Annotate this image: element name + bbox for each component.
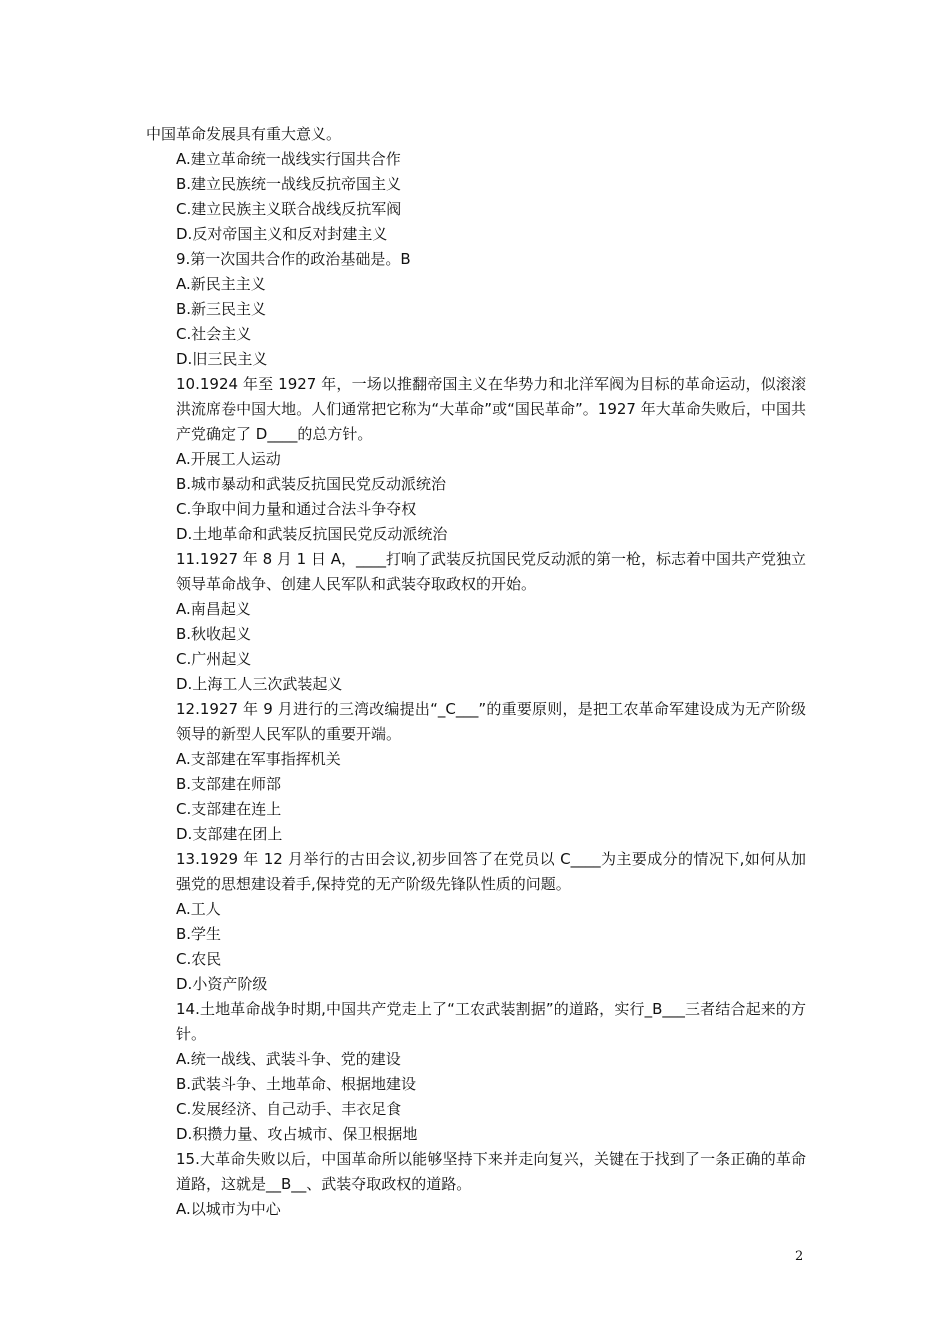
question-text: 15.大革命失败以后，中国革命所以能够坚持下来并走向复兴，关键在于找到了一条正确的革命道路，这就是__B__、武装夺取政权的道路。	[176, 1150, 806, 1193]
answer-option: C.社会主义	[176, 325, 252, 343]
answer-option: C.支部建在连上	[176, 800, 282, 818]
question-text: 12.1927 年 9 月进行的三湾改编提出“_C___”的重要原则，是把工农革命军建设成为无产阶级领导的新型人民军队的重要开端。	[176, 700, 806, 743]
answer-option: B.支部建在师部	[176, 775, 282, 793]
answer-option: A.新民主主义	[176, 275, 266, 293]
answer-option: C.发展经济、自己动手、丰衣足食	[176, 1100, 402, 1118]
page-number: 2	[795, 1249, 804, 1264]
answer-option: C.争取中间力量和通过合法斗争夺权	[176, 500, 417, 518]
answer-option: D.支部建在团上	[176, 825, 283, 843]
question-text: 14.土地革命战争时期,中国共产党走上了“工农武装割据”的道路，实行_B___三者结合起来的方针。	[176, 1000, 806, 1043]
question-text: 13.1929 年 12 月举行的古田会议,初步回答了在党员以 C____为主要成分的情况下,如何从加强党的思想建设着手,保持党的无产阶级先锋队性质的问题。	[176, 850, 806, 893]
answer-option: A.支部建在军事指挥机关	[176, 750, 341, 768]
answer-option: D.旧三民主义	[176, 350, 268, 368]
question-text: 11.1927 年 8 月 1 日 A，____打响了武装反抗国民党反动派的第一枪，标志着中国共产党独立领导革命战争、创建人民军队和武装夺取政权的开始。	[176, 550, 806, 593]
answer-option: B.学生	[176, 925, 222, 943]
answer-option: D.反对帝国主义和反对封建主义	[176, 225, 388, 243]
answer-option: B.武装斗争、土地革命、根据地建设	[176, 1075, 417, 1093]
answer-option: D.土地革命和武装反抗国民党反动派统治	[176, 525, 448, 543]
answer-option: B.新三民主义	[176, 300, 267, 318]
question-text: 9.第一次国共合作的政治基础是。B	[176, 250, 411, 268]
answer-option: A.南昌起义	[176, 600, 251, 618]
answer-option: A.建立革命统一战线实行国共合作	[176, 150, 401, 168]
answer-option: D.小资产阶级	[176, 975, 268, 993]
answer-option: B.城市暴动和武装反抗国民党反动派统治	[176, 475, 447, 493]
answer-option: C.建立民族主义联合战线反抗军阀	[176, 200, 402, 218]
answer-option: C.广州起义	[176, 650, 252, 668]
answer-option: A.以城市为中心	[176, 1200, 281, 1218]
answer-option: C.农民	[176, 950, 222, 968]
answer-option: B.建立民族统一战线反抗帝国主义	[176, 175, 402, 193]
answer-option: B.秋收起义	[176, 625, 252, 643]
paragraph-text: 中国革命发展具有重大意义。	[146, 125, 342, 143]
answer-option: A.统一战线、武装斗争、党的建设	[176, 1050, 401, 1068]
question-text: 10.1924 年至 1927 年，一场以推翻帝国主义在华势力和北洋军阀为目标的革命运动，似滚滚洪流席卷中国大地。人们通常把它称为“大革命”或“国民革命”。1927 年大革命失败后，中国共产党确定了 D____的总方针。	[176, 375, 806, 443]
answer-option: A.开展工人运动	[176, 450, 281, 468]
answer-option: D.积攒力量、攻占城市、保卫根据地	[176, 1125, 418, 1143]
document-body	[146, 122, 806, 1222]
answer-option: A.工人	[176, 900, 221, 918]
answer-option: D.上海工人三次武装起义	[176, 675, 343, 693]
